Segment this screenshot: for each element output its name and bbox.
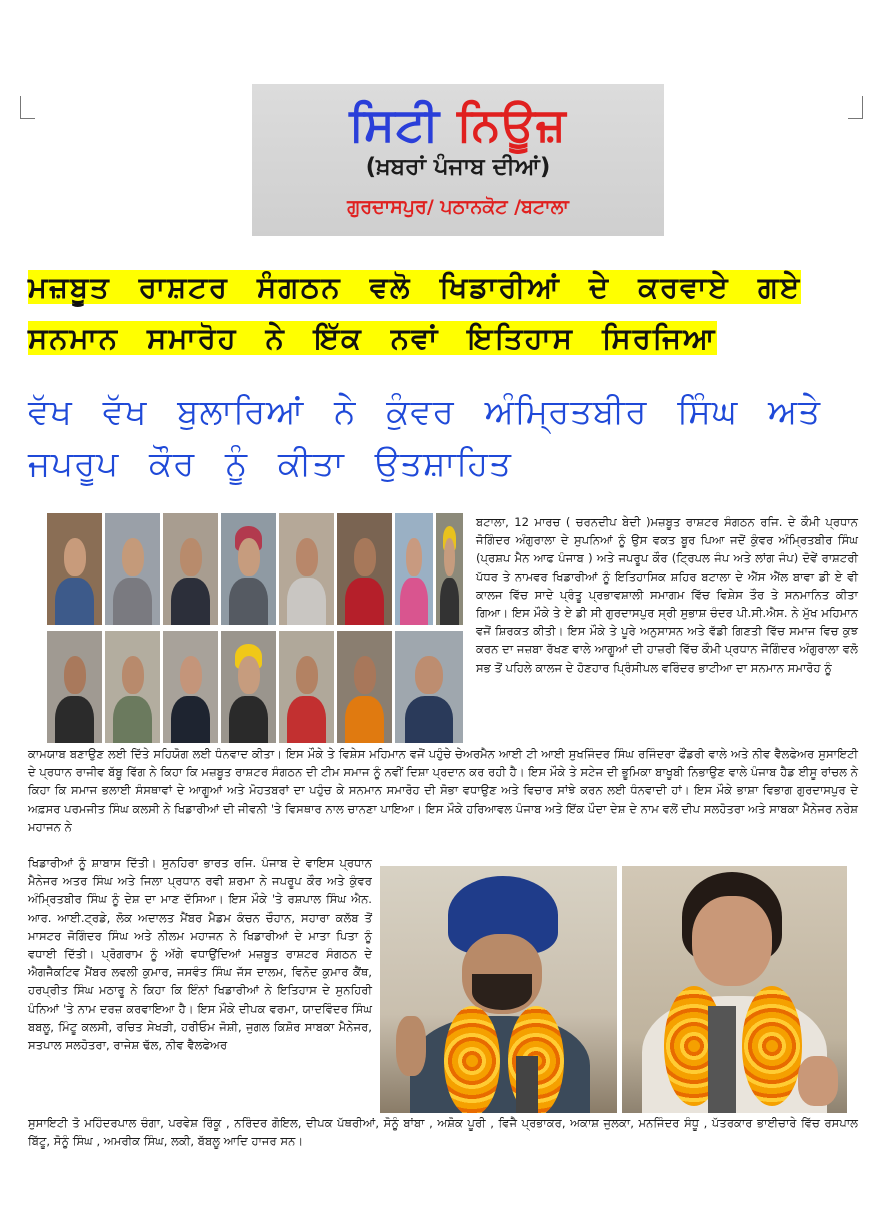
athlete-photo-female <box>622 866 847 1113</box>
article-text-right-column: ਬਟਾਲਾ, 12 ਮਾਰਚ ( ਚਰਨਦੀਪ ਬੇਦੀ )ਮਜ਼ਬੂਤ ਰਾਸ਼ਟਰ ਸੰਗਠਨ ਰਜਿ. ਦੇ ਕੌਮੀ ਪ੍ਰਧਾਨ ਜੋਗਿੰਦਰ ਅੰਗੁਰਾਲਾ ਦੇ ਸੁਪਨਿਆਂ ਨੂੰ ਉਸ ਵਕਤ ਬੂਰ ਪਿਆ ਜਦੋਂ ਕੁੰਵਰ ਅੰਮ੍ਰਿਤਬੀਰ ਸਿੰਘ (ਪ੍ਰਸ਼ਪ ਮੈਨ ਆਫ ਪੰਜਾਬ ) ਅਤੇ ਜਪਰੂਪ ਕੌਰ (ਟ੍ਰਿਪਲ ਜੰਪ ਅਤੇ ਲਾਂਗ ਜੰਪ) ਦੋਵੇਂ ਰਾਸ਼ਟਰੀ ਪੱਧਰ ਤੇ ਨਾਮਵਰ ਖਿਡਾਰੀਆਂ ਨੂੰ ਇਤਿਹਾਸਿਕ ਸ਼ਹਿਰ ਬਟਾਲਾ ਦੇ ਐੱਸ ਐੱਲ ਬਾਵਾ ਡੀ ਏ ਵੀ ਕਾਲਜ ਵਿੱਚ ਸਾਦੇ ਪ੍ਰੰਤੂ ਪ੍ਰਭਾਵਸ਼ਾਲੀ ਸਮਾਗਮ ਵਿੱਚ ਵਿਸ਼ੇਸ ਤੌਰ ਤੇ ਸਨਮਾਨਿਤ ਕੀਤਾ ਗਿਆ। ਇਸ ਮੌਕੇ ਤੇ ਏ ਡੀ ਸੀ ਗੁਰਦਾਸਪੁਰ ਸ੍ਰੀ ਸੁਭਾਸ਼ ਚੰਦਰ ਪੀ.ਸੀ.ਐਸ. ਨੇ ਮੁੱਖ ਮਹਿਮਾਨ ਵਜੋਂ ਸ਼ਿਰਕਤ ਕੀਤੀ। ਇਸ ਮੌਕੇ ਤੇ ਪੂਰੇ ਅਨੁਸਾਸਨ ਅਤੇ ਵੱਡੀ ਗਿਣਤੀ ਵਿੱਚ ਸਮਾਜ ਵਿਚ ਕੁਝ ਕਰਨ ਦਾ ਜਜ਼ਬਾ ਰੱਖਣ ਵਾਲੇ ਆਗੂਆਂ ਦੀ ਹਾਜ਼ਰੀ ਵਿੱਚ ਕੌਮੀ ਪ੍ਰਧਾਨ ਜੋਗਿੰਦਰ ਅੰਗੁਰਾਲਾ ਵਲੋ ਸਭ ਤੋਂ ਪਹਿਲੇ ਕਾਲਜ ਦੇ ਹੋਣਹਾਰ ਪ੍ਰਿੰਸੀਪਲ ਵਰਿੰਦਰ ਭਾਟੀਆ ਦਾ ਸਨਮਾਨ ਸਮਾਰੋਹ ਨੂੰ <box>476 515 858 675</box>
portrait-photo <box>163 631 218 743</box>
masthead <box>252 84 664 236</box>
portrait-photo <box>221 631 276 743</box>
masthead-title-news: ਨਿਊਜ਼ <box>456 97 567 151</box>
crop-mark-right <box>848 96 863 119</box>
masthead-title <box>252 98 664 150</box>
masthead-title-city: ਸਿਟੀ <box>349 97 440 151</box>
portrait-photo <box>47 513 102 625</box>
portrait-photo <box>395 513 433 625</box>
portrait-photo <box>279 631 334 743</box>
portrait-photo <box>436 513 463 625</box>
portrait-photo <box>47 631 102 743</box>
article-text-left-column: ਖਿਡਾਰੀਆਂ ਨੂੰ ਸ਼ਾਬਾਸ ਦਿੱਤੀ। ਸੁਨਹਿਰਾ ਭਾਰਤ ਰਜਿ. ਪੰਜਾਬ ਦੇ ਵਾਇਸ ਪ੍ਰਧਾਨ ਮੈਨੇਜਰ ਅਤਰ ਸਿੰਘ ਅਤੇ ਜਿਲਾ ਪ੍ਰਧਾਨ ਰਵੀ ਸ਼ਰਮਾ ਨੇ ਜਪਰੂਪ ਕੌਰ ਅਤੇ ਕੁੰਵਰ ਅੰਮ੍ਰਿਤਬੀਰ ਸਿੰਘ ਨੂੰ ਦੇਸ਼ ਦਾ ਮਾਣ ਦੱਸਿਆ। ਇਸ ਮੌਕੇ 'ਤੇ ਰਸ਼ਪਾਲ ਸਿੰਘ ਐਨ. ਆਰ. ਆਈ.ਟ੍ਰਡੇ, ਲੋਕ ਅਦਾਲਤ ਮੈਂਬਰ ਮੈਡਮ ਕੰਚਨ ਚੌਹਾਨ, ਸਹਾਰਾ ਕਲੱਬ ਤੋਂ ਮਾਸਟਰ ਜੋਗਿੰਦਰ ਸਿੰਘ ਅਤੇ ਨੀਲਮ ਮਹਾਜਨ ਨੇ ਖਿਡਾਰੀਆਂ ਦੇ ਮਾਤਾ ਪਿਤਾ ਨੂੰ ਵਧਾਈ ਦਿੱਤੀ। ਪ੍ਰੋਗਰਾਮ ਨੂੰ ਅੱਗੇ ਵਧਾਉਂਦਿਆਂ ਮਜ਼ਬੂਤ ਰਾਸ਼ਟਰ ਸੰਗਠਨ ਦੇ ਐਗਜੈਕਟਿਵ ਮੈਂਬਰ ਲਵਲੀ ਕੁਮਾਰ, ਜਸਵੰਤ ਸਿੰਘ ਜੱਸ ਦਾਲਮ, ਵਿਨੋਦ ਕੁਮਾਰ ਕੈਂਥ, ਹਰਪ੍ਰੀਤ ਸਿੰਘ ਮਠਾਰੂ ਨੇ ਕਿਹਾ ਕਿ ਇੰਨਾਂ ਖਿਡਾਰੀਆਂ ਨੇ ਇਤਿਹਾਸ ਦੇ ਸੁਨਹਿਰੀ ਪੰਨਿਆਂ 'ਤੇ ਨਾਮ ਦਰਜ਼ ਕਰਵਾਇਆ ਹੈ। ਇਸ ਮੌਕੇ ਦੀਪਕ ਵਰਮਾ, ਯਾਦਵਿੰਦਰ ਸਿੰਘ ਬਬਲੂ, ਮਿੰਟੂ ਕਲਸੀ, ਰਚਿਤ ਸੇਖੜੀ, ਹਰੀਓਮ ਜੋਸ਼ੀ, ਜੁਗਲ ਕਿਸ਼ੋਰ ਸਾਬਕਾ ਮੈਨੇਜਰ, ਸਤਪਾਲ ਸਲਹੋਤਰਾ, ਰਾਜੇਸ਼ ਢੱਲ, ਨੀਵ ਵੈਲਫੇਅਰ <box>28 856 372 1053</box>
portrait-photo <box>395 631 463 743</box>
portrait-photo <box>105 513 160 625</box>
portrait-photo <box>221 513 276 625</box>
portrait-photo <box>337 513 392 625</box>
portrait-photo <box>337 631 392 743</box>
photo-collage <box>47 513 463 743</box>
masthead-subtitle: (ਖ਼ਬਰਾਂ ਪੰਜਾਬ ਦੀਆਂ) <box>365 154 551 180</box>
portrait-photo <box>279 513 334 625</box>
portrait-photo <box>105 631 160 743</box>
headline <box>28 262 858 364</box>
crop-mark-left <box>20 96 35 119</box>
article-text-bottom: ਸੁਸਾਇਟੀ ਤੋ ਮਹਿੰਦਰਪਾਲ ਚੰਗਾ, ਪਰਵੇਸ਼ ਰਿੰਕੂ , ਨਰਿੰਦਰ ਗੋਇਲ, ਦੀਪਕ ਪੱਥਰੀਆਂ, ਸੋਨੂੰ ਬਾਂਬਾ , ਅਸ਼ੋਕ ਪੂਰੀ , ਵਿਜੈ ਪ੍ਰਭਾਕਰ, ਅਕਾਸ਼ ਜੁਲਕਾ, ਮਨਜਿੰਦਰ ਸੰਧੂ , ਪੱਤਰਕਾਰ ਭਾਈਚਾਰੇ ਵਿੱਚ ਰਸਪਾਲ ਬਿੱਟੂ, ਸੋਨੂੰ ਸਿੰਘ , ਅਮਰੀਕ ਸਿੰਘ, ਲਕੀ, ਬੱਬਲੂ ਆਦਿ ਹਾਜਰ ਸਨ। <box>28 1116 858 1149</box>
athlete-photo-male <box>380 866 617 1113</box>
article-text-full-width: ਕਾਮਯਾਬ ਬਣਾਉਣ ਲਈ ਦਿੱਤੇ ਸਹਿਯੋਗ ਲਈ ਧੰਨਵਾਦ ਕੀਤਾ। ਇਸ ਮੌਕੇ ਤੇ ਵਿਸ਼ੇਸ ਮਹਿਮਾਨ ਵਜੋਂ ਪਹੁੰਚੇ ਚੇਅਰਮੈਨ ਆਈ ਟੀ ਆਈ ਸੁਖਜਿੰਦਰ ਸਿੰਘ ਰਜਿੰਦਰਾ ਫੌਂਡਰੀ ਵਾਲੇ ਅਤੇ ਨੀਵ ਵੈਲਫੇਅਰ ਸੁਸਾਇਟੀ ਦੇ ਪ੍ਰਧਾਨ ਰਾਜੀਵ ਬੱਬੂ ਵਿੱਗ ਨੇ ਕਿਹਾ ਕਿ ਮਜ਼ਬੂਤ ਰਾਸ਼ਟਰ ਸੰਗਠਨ ਦੀ ਟੀਮ ਸਮਾਜ ਨੂੰ ਨਵੀਂ ਦਿਸ਼ਾ ਪ੍ਰਦਾਨ ਕਰ ਰਹੀ ਹੈ। ਇਸ ਮੌਕੇ ਤੇ ਸਟੇਜ ਦੀ ਭੂਮਿਕਾ ਬਾਖੂਬੀ ਨਿਭਾਉਣ ਵਾਲੇ ਪੰਜਾਬ ਹੈਡ ਈਸੂ ਰਾਂਚਲ ਨੇ ਕਿਹਾ ਕਿ ਸਮਾਜ ਭਲਾਈ ਸੰਸਥਾਵਾਂ ਦੇ ਆਗੂਆਂ ਅਤੇ ਮੋਹਤਬਰਾਂ ਦਾ ਪਹੁੰਚ ਕੇ ਸਨਮਾਨ ਸਮਾਰੋਹ ਦੀ ਸੋਭਾ ਵਧਾਉਣ ਅਤੇ ਵਿਚਾਰ ਸਾਂਝੇ ਕਰਨ ਲਈ ਧੰਨਵਾਦੀ ਹਾਂ। ਇਸ ਮੌਕੇ ਭਾਸ਼ਾ ਵਿਭਾਗ ਗੁਰਦਾਸਪੁਰ ਦੇ ਅਫ਼ਸਰ ਪਰਮਜੀਤ ਸਿੰਘ ਕਲਸੀ ਨੇ ਖਿਡਾਰੀਆਂ ਦੀ ਜੀਵਨੀ 'ਤੇ ਵਿਸਥਾਰ ਨਾਲ ਚਾਨਣਾ ਪਾਇਆ। ਇਸ ਮੌਕੇ ਹਰਿਆਵਲ ਪੰਜਾਬ ਅਤੇ ਇੱਕ ਪੌਦਾ ਦੇਸ਼ ਦੇ ਨਾਮ ਵਲੋਂ ਦੀਪ ਸਲਹੋਤਰਾ ਅਤੇ ਸਾਬਕਾ ਮੈਨੇਜਰ ਨਰੇਸ਼ ਮਹਾਜਨ ਨੇ <box>28 747 858 834</box>
subheadline: ਵੱਖ ਵੱਖ ਬੁਲਾਰਿਆਂ ਨੇ ਕੁੰਵਰ ਅੰਮ੍ਰਿਤਬੀਰ ਸਿੰਘ ਅਤੇ ਜਪਰੂਪ ਕੌਰ ਨੂੰ ਕੀਤਾ ਉਤਸ਼ਾਹਿਤ <box>28 392 821 484</box>
headline-line-2: ਸਨਮਾਨ ਸਮਾਰੋਹ ਨੇ ਇੱਕ ਨਵਾਂ ਇਤਿਹਾਸ ਸਿਰਜਿਆ <box>28 321 717 355</box>
headline-line-1: ਮਜ਼ਬੂਤ ਰਾਸ਼ਟਰ ਸੰਗਠਨ ਵਲੋ ਖਿਡਾਰੀਆਂ ਦੇ ਕਰਵਾਏ ਗਏ <box>28 270 802 304</box>
masthead-cities: ਗੁਰਦਾਸਪੁਰ/ ਪਠਾਨਕੋਟ /ਬਟਾਲਾ <box>347 196 569 218</box>
portrait-photo <box>163 513 218 625</box>
